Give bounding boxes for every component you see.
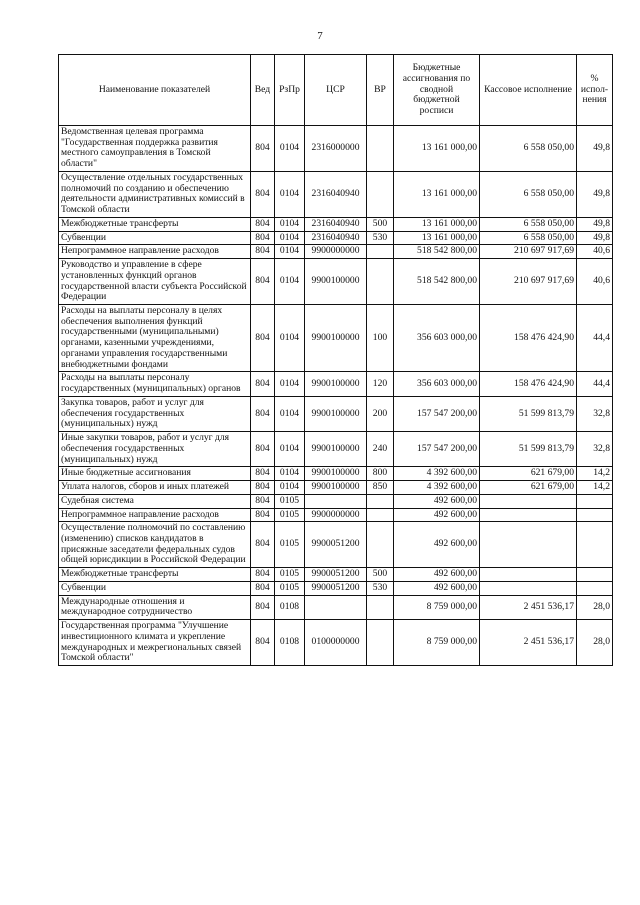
row-budget: 492 600,00 bbox=[394, 581, 480, 595]
row-pct: 49,8 bbox=[577, 126, 613, 172]
row-ved: 804 bbox=[251, 481, 275, 495]
row-budget: 356 603 000,00 bbox=[394, 372, 480, 396]
row-budget: 492 600,00 bbox=[394, 508, 480, 522]
header-budget: Бюджетные ассигнования по сводной бюджетной росписи bbox=[394, 55, 480, 126]
row-pct: 14,2 bbox=[577, 481, 613, 495]
header-vr: ВР bbox=[367, 55, 394, 126]
table-row bbox=[59, 467, 613, 481]
row-csr bbox=[305, 494, 367, 508]
row-cash: 6 558 050,00 bbox=[480, 171, 577, 217]
row-name: Судебная система bbox=[59, 494, 251, 508]
row-budget: 8 759 000,00 bbox=[394, 620, 480, 666]
table-row bbox=[59, 432, 613, 467]
row-rzpr: 0105 bbox=[275, 522, 305, 568]
row-budget: 13 161 000,00 bbox=[394, 217, 480, 231]
row-pct bbox=[577, 508, 613, 522]
row-pct: 28,0 bbox=[577, 620, 613, 666]
row-csr: 9900051200 bbox=[305, 568, 367, 582]
row-pct bbox=[577, 568, 613, 582]
header-rzpr: РзПр bbox=[275, 55, 305, 126]
row-csr: 9900051200 bbox=[305, 522, 367, 568]
row-cash: 210 697 917,69 bbox=[480, 245, 577, 259]
row-vr: 100 bbox=[367, 305, 394, 372]
row-name: Международные отношения и международное сотрудничество bbox=[59, 595, 251, 619]
row-cash: 51 599 813,79 bbox=[480, 396, 577, 431]
table-row bbox=[59, 259, 613, 305]
row-rzpr: 0104 bbox=[275, 432, 305, 467]
table-row bbox=[59, 581, 613, 595]
row-vr: 120 bbox=[367, 372, 394, 396]
row-name: Руководство и управление в сфере установленных функций органов государственной власти субъекта Российской Федерации bbox=[59, 259, 251, 305]
row-ved: 804 bbox=[251, 568, 275, 582]
row-name: Иные бюджетные ассигнования bbox=[59, 467, 251, 481]
row-csr: 9900100000 bbox=[305, 467, 367, 481]
row-ved: 804 bbox=[251, 522, 275, 568]
row-cash: 158 476 424,90 bbox=[480, 305, 577, 372]
row-vr bbox=[367, 259, 394, 305]
row-cash: 2 451 536,17 bbox=[480, 620, 577, 666]
row-cash: 621 679,00 bbox=[480, 467, 577, 481]
row-pct bbox=[577, 581, 613, 595]
row-pct: 32,8 bbox=[577, 432, 613, 467]
row-cash: 51 599 813,79 bbox=[480, 432, 577, 467]
row-ved: 804 bbox=[251, 245, 275, 259]
row-ved: 804 bbox=[251, 217, 275, 231]
table-row bbox=[59, 372, 613, 396]
row-csr: 9900100000 bbox=[305, 305, 367, 372]
row-budget: 13 161 000,00 bbox=[394, 171, 480, 217]
row-vr bbox=[367, 595, 394, 619]
row-vr: 500 bbox=[367, 568, 394, 582]
row-csr: 2316000000 bbox=[305, 126, 367, 172]
row-cash bbox=[480, 568, 577, 582]
row-rzpr: 0104 bbox=[275, 245, 305, 259]
row-cash: 158 476 424,90 bbox=[480, 372, 577, 396]
row-csr: 9900051200 bbox=[305, 581, 367, 595]
row-budget: 8 759 000,00 bbox=[394, 595, 480, 619]
row-csr: 0100000000 bbox=[305, 620, 367, 666]
row-vr bbox=[367, 171, 394, 217]
table-row bbox=[59, 171, 613, 217]
row-budget: 13 161 000,00 bbox=[394, 126, 480, 172]
row-budget: 13 161 000,00 bbox=[394, 231, 480, 245]
row-ved: 804 bbox=[251, 231, 275, 245]
row-cash: 210 697 917,69 bbox=[480, 259, 577, 305]
row-rzpr: 0104 bbox=[275, 217, 305, 231]
row-vr bbox=[367, 620, 394, 666]
row-pct: 44,4 bbox=[577, 305, 613, 372]
row-pct: 14,2 bbox=[577, 467, 613, 481]
row-budget: 492 600,00 bbox=[394, 494, 480, 508]
table-row bbox=[59, 508, 613, 522]
row-csr: 2316040940 bbox=[305, 231, 367, 245]
header-cash: Кассовое исполнение bbox=[480, 55, 577, 126]
row-rzpr: 0104 bbox=[275, 396, 305, 431]
row-ved: 804 bbox=[251, 595, 275, 619]
row-rzpr: 0104 bbox=[275, 171, 305, 217]
table-row bbox=[59, 305, 613, 372]
row-pct bbox=[577, 522, 613, 568]
row-rzpr: 0105 bbox=[275, 508, 305, 522]
row-pct: 49,8 bbox=[577, 231, 613, 245]
row-pct: 40,6 bbox=[577, 245, 613, 259]
row-csr: 9900100000 bbox=[305, 481, 367, 495]
row-csr: 9900100000 bbox=[305, 432, 367, 467]
header-csr: ЦСР bbox=[305, 55, 367, 126]
row-csr: 9900100000 bbox=[305, 372, 367, 396]
row-pct: 49,8 bbox=[577, 171, 613, 217]
row-cash bbox=[480, 494, 577, 508]
row-rzpr: 0104 bbox=[275, 126, 305, 172]
row-ved: 804 bbox=[251, 467, 275, 481]
table-body bbox=[59, 126, 613, 666]
row-ved: 804 bbox=[251, 396, 275, 431]
table-row bbox=[59, 595, 613, 619]
row-rzpr: 0104 bbox=[275, 231, 305, 245]
row-name: Осуществление отдельных государственных полномочий по созданию и обеспечению деятельности административных комиссий в Томской области bbox=[59, 171, 251, 217]
row-name: Ведомственная целевая программа "Государственная поддержка развития местного самоуправления в Томской области" bbox=[59, 126, 251, 172]
header-pct: % испол-нения bbox=[577, 55, 613, 126]
row-budget: 157 547 200,00 bbox=[394, 432, 480, 467]
row-vr bbox=[367, 126, 394, 172]
row-ved: 804 bbox=[251, 581, 275, 595]
row-vr bbox=[367, 508, 394, 522]
table-row bbox=[59, 217, 613, 231]
budget-table bbox=[58, 54, 613, 666]
table-row bbox=[59, 522, 613, 568]
row-name: Уплата налогов, сборов и иных платежей bbox=[59, 481, 251, 495]
row-budget: 4 392 600,00 bbox=[394, 467, 480, 481]
row-budget: 518 542 800,00 bbox=[394, 245, 480, 259]
row-pct: 49,8 bbox=[577, 217, 613, 231]
row-ved: 804 bbox=[251, 259, 275, 305]
row-csr: 9900100000 bbox=[305, 396, 367, 431]
table-row bbox=[59, 245, 613, 259]
row-name: Расходы на выплаты персоналу государственных (муниципальных) органов bbox=[59, 372, 251, 396]
page-number: 7 bbox=[317, 30, 323, 42]
row-ved: 804 bbox=[251, 620, 275, 666]
row-csr bbox=[305, 595, 367, 619]
row-ved: 804 bbox=[251, 171, 275, 217]
row-cash: 621 679,00 bbox=[480, 481, 577, 495]
row-cash: 6 558 050,00 bbox=[480, 126, 577, 172]
row-vr bbox=[367, 494, 394, 508]
row-ved: 804 bbox=[251, 508, 275, 522]
row-ved: 804 bbox=[251, 432, 275, 467]
row-ved: 804 bbox=[251, 372, 275, 396]
table-header-row bbox=[59, 55, 613, 126]
row-csr: 2316040940 bbox=[305, 217, 367, 231]
row-name: Закупка товаров, работ и услуг для обеспечения государственных (муниципальных) нужд bbox=[59, 396, 251, 431]
row-rzpr: 0104 bbox=[275, 467, 305, 481]
row-ved: 804 bbox=[251, 126, 275, 172]
row-rzpr: 0105 bbox=[275, 581, 305, 595]
row-name: Государственная программа "Улучшение инвестиционного климата и укрепление международных и межрегиональных связей Томской области" bbox=[59, 620, 251, 666]
row-vr: 850 bbox=[367, 481, 394, 495]
row-pct: 28,0 bbox=[577, 595, 613, 619]
table-row bbox=[59, 396, 613, 431]
table-row bbox=[59, 494, 613, 508]
table-row bbox=[59, 568, 613, 582]
table-row bbox=[59, 620, 613, 666]
row-pct bbox=[577, 494, 613, 508]
row-ved: 804 bbox=[251, 494, 275, 508]
header-name: Наименование показателей bbox=[59, 55, 251, 126]
row-pct: 44,4 bbox=[577, 372, 613, 396]
row-pct: 32,8 bbox=[577, 396, 613, 431]
row-name: Субвенции bbox=[59, 581, 251, 595]
row-cash bbox=[480, 522, 577, 568]
row-name: Межбюджетные трансферты bbox=[59, 568, 251, 582]
row-rzpr: 0104 bbox=[275, 372, 305, 396]
row-name: Межбюджетные трансферты bbox=[59, 217, 251, 231]
row-cash bbox=[480, 581, 577, 595]
row-rzpr: 0105 bbox=[275, 494, 305, 508]
header-ved: Вед bbox=[251, 55, 275, 126]
row-budget: 4 392 600,00 bbox=[394, 481, 480, 495]
row-name: Субвенции bbox=[59, 231, 251, 245]
row-name: Осуществление полномочий по составлению (изменению) списков кандидатов в присяжные заседатели федеральных судов общей юрисдикции в Российской Федерации bbox=[59, 522, 251, 568]
row-budget: 492 600,00 bbox=[394, 568, 480, 582]
table-row bbox=[59, 126, 613, 172]
row-budget: 157 547 200,00 bbox=[394, 396, 480, 431]
row-vr: 800 bbox=[367, 467, 394, 481]
row-rzpr: 0108 bbox=[275, 595, 305, 619]
table-row bbox=[59, 231, 613, 245]
row-cash bbox=[480, 508, 577, 522]
row-csr: 9900000000 bbox=[305, 508, 367, 522]
row-vr: 200 bbox=[367, 396, 394, 431]
row-ved: 804 bbox=[251, 305, 275, 372]
row-vr: 240 bbox=[367, 432, 394, 467]
row-rzpr: 0105 bbox=[275, 568, 305, 582]
row-csr: 9900100000 bbox=[305, 259, 367, 305]
row-cash: 6 558 050,00 bbox=[480, 231, 577, 245]
row-budget: 356 603 000,00 bbox=[394, 305, 480, 372]
row-vr bbox=[367, 522, 394, 568]
row-rzpr: 0104 bbox=[275, 305, 305, 372]
row-name: Иные закупки товаров, работ и услуг для обеспечения государственных (муниципальных) нужд bbox=[59, 432, 251, 467]
row-name: Непрограммное направление расходов bbox=[59, 508, 251, 522]
row-name: Непрограммное направление расходов bbox=[59, 245, 251, 259]
row-budget: 518 542 800,00 bbox=[394, 259, 480, 305]
row-cash: 2 451 536,17 bbox=[480, 595, 577, 619]
row-vr: 500 bbox=[367, 217, 394, 231]
table-row bbox=[59, 481, 613, 495]
row-name: Расходы на выплаты персоналу в целях обеспечения выполнения функций государственными (муниципальными) органами, казенными учреждениями, органами управления государственными внебюджетными фондами bbox=[59, 305, 251, 372]
row-budget: 492 600,00 bbox=[394, 522, 480, 568]
row-csr: 2316040940 bbox=[305, 171, 367, 217]
row-rzpr: 0104 bbox=[275, 481, 305, 495]
row-vr: 530 bbox=[367, 581, 394, 595]
row-vr: 530 bbox=[367, 231, 394, 245]
row-pct: 40,6 bbox=[577, 259, 613, 305]
row-csr: 9900000000 bbox=[305, 245, 367, 259]
row-cash: 6 558 050,00 bbox=[480, 217, 577, 231]
row-vr bbox=[367, 245, 394, 259]
row-rzpr: 0108 bbox=[275, 620, 305, 666]
row-rzpr: 0104 bbox=[275, 259, 305, 305]
